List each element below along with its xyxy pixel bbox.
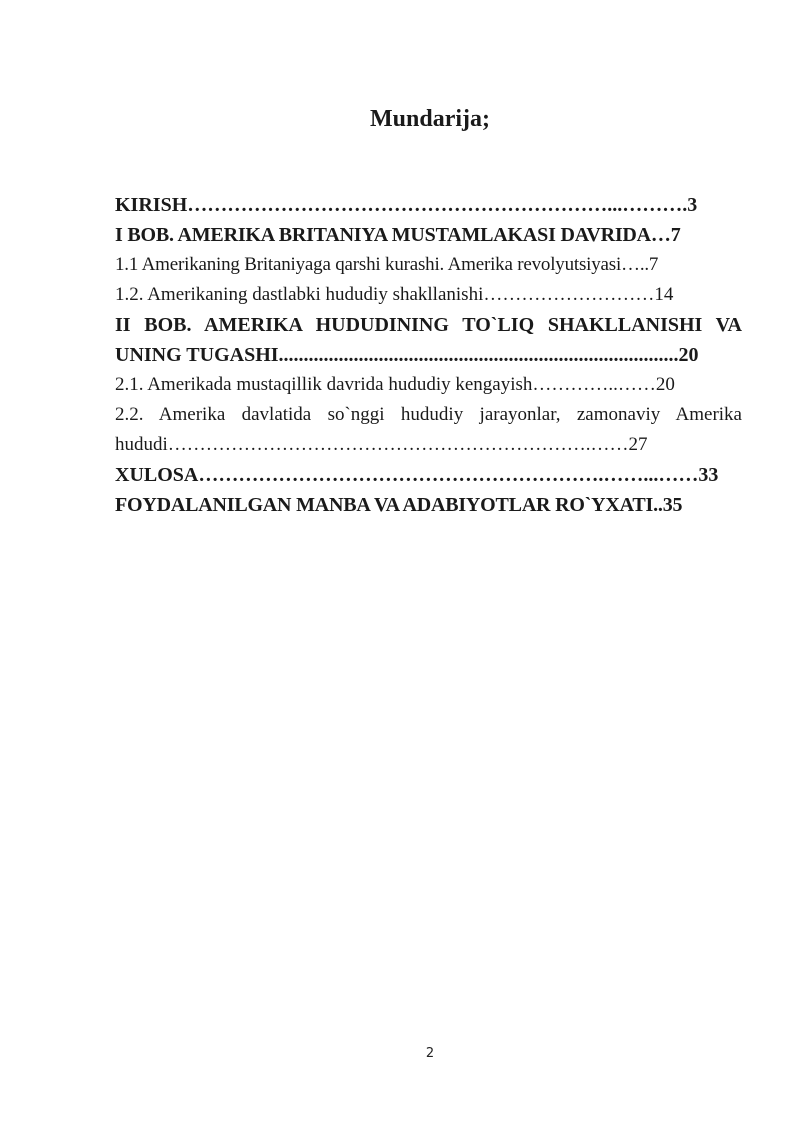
- page-title: Mundarija;: [370, 106, 490, 132]
- toc-entry-section-1-1: 1.1 Amerikaning Britaniyaga qarshi kurashi. Amerika revolyutsiyasi…..7: [115, 254, 659, 275]
- table-of-contents: [115, 190, 742, 520]
- toc-entry-chapter-2-line-2: UNING TUGASHI................................................................................20: [115, 344, 699, 366]
- toc-entry-section-1-2: 1.2. Amerikaning dastlabki hududiy shakllanishi………………………14: [115, 284, 674, 305]
- page-number: 2: [425, 1046, 435, 1061]
- toc-entry-section-2-2-line-1: 2.2. Amerika davlatida so`nggi hududiy jarayonlar, zamonaviy Amerika: [115, 404, 742, 425]
- toc-entry-section-2-2-line-2: hududi………………………………………………………….……27: [115, 434, 648, 455]
- toc-entry-chapter-2-line-1: II BOB. AMERIKA HUDUDINING TO`LIQ SHAKLLANISHI VA: [115, 314, 742, 336]
- toc-entry-section-2-1: 2.1. Amerikada mustaqillik davrida hududiy kengayish…………..……20: [115, 374, 675, 395]
- toc-entry-chapter-1: I BOB. AMERIKA BRITANIYA MUSTAMLAKASI DAVRIDA…7: [115, 224, 681, 246]
- toc-entry-kirish: KIRISH………………………………………………………...……….3: [115, 194, 698, 216]
- toc-entry-references: FOYDALANILGAN MANBA VA ADABIYOTLAR RO`YXATI..35: [115, 494, 683, 516]
- toc-entry-xulosa: XULOSA…………………………………………………….……...……33: [115, 464, 719, 486]
